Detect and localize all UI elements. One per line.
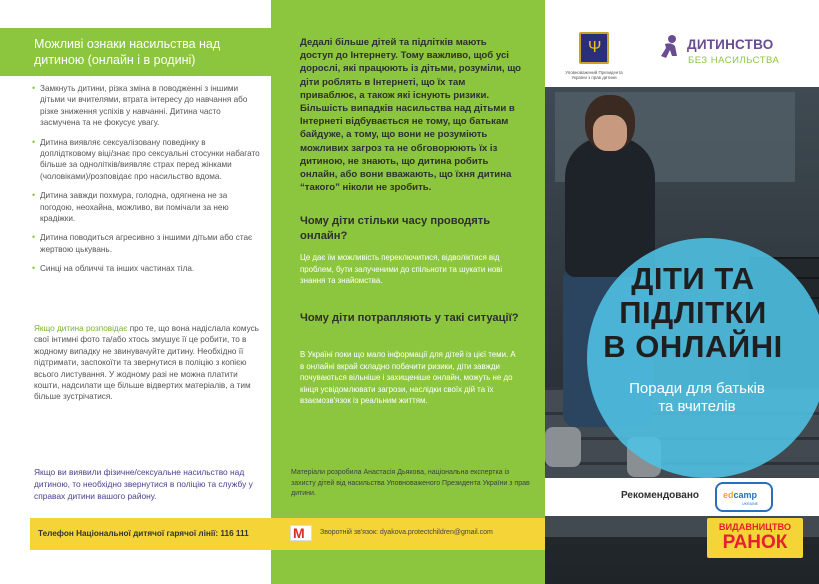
warning-signs-list bbox=[34, 83, 262, 283]
warning-signs-heading: Можливі ознаки насильства над дитиною (онлайн і в родині) bbox=[0, 28, 271, 76]
edcamp-logo-text bbox=[723, 490, 757, 500]
list-item bbox=[34, 232, 262, 255]
sneaker-left bbox=[545, 427, 581, 467]
brand-title: ДИТИНСТВО bbox=[687, 37, 774, 52]
answer-paragraph-2: В Україні поки що мало інформації для дітей із цієї теми. А в онлайні вкрай складно побачити ризики, діти завжди почуваються вільніше і захищеніше онлайн, можуть не до кінця усвідомлювати загрози, наслідки своїх дій та їх взаємозв'язок із реальним життям. bbox=[300, 350, 516, 406]
edcamp-ed: ed bbox=[723, 490, 734, 500]
list-item-text: Дитина виявляє сексуалізовану поведінку в доплідтковому віці/знає про сексуальні стосунки набагато більше за однолітків/виявляє страх перед жінками (чоловіками)/розповідає про насильство вдома. bbox=[40, 137, 260, 181]
list-item-text: Дитина поводиться агресивно з іншими дітьми або стає жертвою цькувань. bbox=[40, 233, 253, 254]
gmail-icon: M bbox=[290, 525, 312, 541]
list-item-text: Замкнуть дитини, різка зміна в поводженні з іншими дітьми чи вчителями, втрата інтересу до навчання або різке зниження успіхів у навчанні. Дитина часто засмучена та не фокусує увагу. bbox=[40, 84, 248, 128]
list-item-text: Синці на обличчі та інших частинах тіла. bbox=[40, 264, 195, 274]
feedback-bar bbox=[271, 518, 545, 550]
feedback-email[interactable]: Зворотній зв'язок: dyakova.protectchildren@gmail.com bbox=[320, 529, 493, 536]
list-item-text: Дитина завжди похмура, голодна, одягнена не за погодою, неохайна, можливо, ви помічали за нею крадіжки. bbox=[40, 191, 229, 224]
bullet-icon: • bbox=[32, 263, 36, 274]
bullet-icon: • bbox=[32, 136, 36, 147]
cover-subtitle-line: Поради для батьків bbox=[629, 380, 765, 397]
child-figure-icon bbox=[657, 34, 681, 60]
recommended-label: Рекомендовано bbox=[621, 490, 700, 501]
cover-subtitle-line: та вчителів bbox=[658, 398, 736, 415]
advice-text: про те, що вона надіслала комусь свої інтимні фото та/або хтось змушує її це робити, то в жодному випадку не звинувачуйте дитину. Необхідно її підтримати, заспокоїти та звернутися в поліцію з копією всього листування. У жодному разі не можна платити кошти, надсилати ще більше відвертих матеріалів, а тим більше зустрічатися. bbox=[34, 324, 259, 402]
cover-title bbox=[581, 262, 805, 364]
cover-title-line: ДІТИ ТА bbox=[631, 261, 755, 296]
publisher-name: РАНОК bbox=[722, 532, 788, 553]
bullet-icon: • bbox=[32, 83, 36, 93]
answer-paragraph-1: Це дає їм можливість переключитися, відволіктися від проблем, бути залученими до спільноти та шукати нові знання та знайомства. bbox=[300, 253, 503, 286]
advice-paragraph bbox=[34, 323, 262, 403]
middle-panel bbox=[271, 0, 545, 584]
cover-subtitle bbox=[585, 380, 809, 416]
cover-header bbox=[545, 0, 819, 87]
recommendation-strip bbox=[545, 478, 819, 516]
left-panel bbox=[0, 0, 271, 584]
ombudsman-caption: Уповноважений Президента України з прав дитини bbox=[565, 70, 623, 81]
question-heading-2: Чому діти потрапляють у такі ситуації? bbox=[300, 312, 519, 324]
author-credit: Матеріали розробила Анастасія Дьякова, національна експертка із захисту дітей від насильства Уповноваженого Президента України з прав дитини. bbox=[291, 469, 530, 497]
question-heading-1: Чому діти стільки часу проводять онлайн? bbox=[300, 215, 491, 242]
bullet-icon: • bbox=[32, 190, 36, 201]
advice-highlight: Якщо дитина розповідає bbox=[34, 324, 128, 333]
brand-subtitle: БЕЗ НАСИЛЬСТВА bbox=[688, 55, 780, 66]
edcamp-sub: UKRAINE bbox=[742, 502, 758, 506]
list-item bbox=[34, 263, 262, 274]
cover-title-line: В ОНЛАЙНІ bbox=[603, 329, 783, 364]
edcamp-camp: camp bbox=[733, 490, 758, 500]
edcamp-logo bbox=[715, 482, 773, 512]
cover-panel bbox=[545, 0, 819, 584]
teen-face bbox=[593, 115, 627, 151]
police-note: Якщо ви виявили фізичне/сексуальне насильство над дитиною, то необхідно звернутися в поліцію та службу у справах дитини вашого району. bbox=[34, 467, 253, 501]
intro-paragraph: Дедалі більше дітей та підлітків мають доступ до Інтернету. Тому важливо, щоб усі дорослі, які працюють із дітьми, розуміли, що діти роблять в Інтернеті, що їх там приваблює, а також які існують ризики. Більшість випадків насильства над дітьми в Інтернеті відбувається не тому, що батькам байдуже, а тому, що вони не розуміють можливих загроз та не обговорюють їх із дитиною, не знають, що дитина робить онлайн, або вони вважають, що їхня дитина “такого” ніколи не зробить. bbox=[300, 37, 522, 194]
cover-title-line: ПІДЛІТКИ bbox=[619, 295, 767, 330]
publisher-label: ВИДАВНИЦТВО bbox=[718, 522, 792, 532]
list-item bbox=[34, 190, 262, 224]
hotline-bar: Телефон Національної дитячої гарячої лінії: 116 111 bbox=[30, 518, 271, 550]
list-item bbox=[34, 137, 262, 183]
coat-of-arms-icon: Ψ bbox=[579, 32, 609, 64]
bullet-icon: • bbox=[32, 232, 36, 243]
publisher-logo bbox=[707, 518, 803, 558]
list-item bbox=[34, 83, 262, 129]
